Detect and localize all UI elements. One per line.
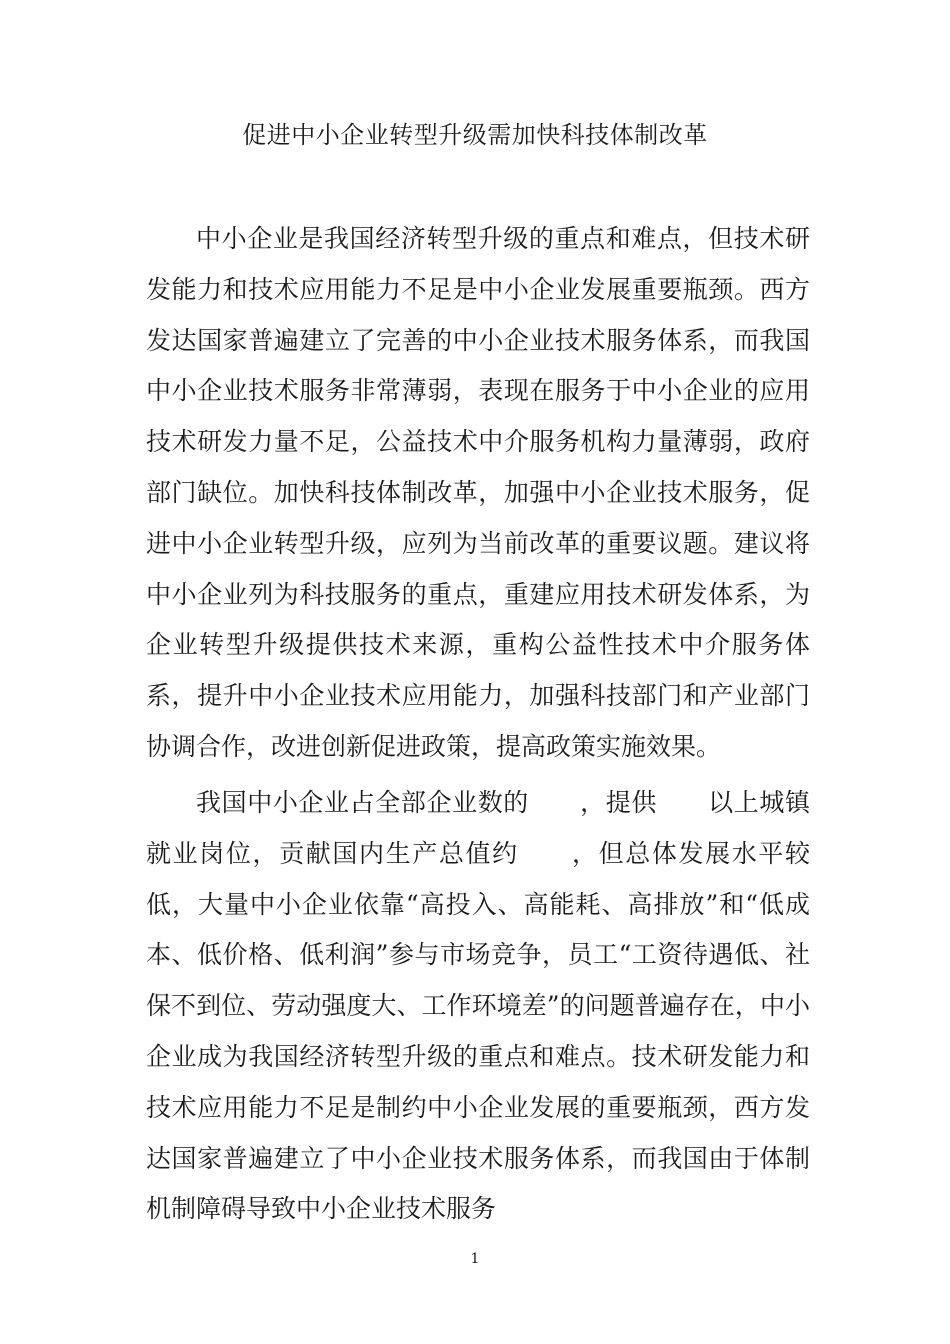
page-number: 1 xyxy=(470,1251,480,1267)
body-paragraph: 中小企业是我国经济转型升级的重点和难点，但技术研发能力和技术应用能力不足是中小企业发展重要瓶颈。西方发达国家普遍建立了完善的中小企业技术服务体系，而我国中小企业技术服务非常薄弱，表现在服务于中小企业的应用技术研发力量不足，公益技术中介服务机构力量薄弱，政府部门缺位。加快科技体制改革，加强中小企业技术服务，促进中小企业转型升级，应列为当前改革的重要议题。建议将中小企业列为科技服务的重点，重建应用技术研发体系，为企业转型升级提供技术来源，重构公益性技术中介服务体系，提升中小企业技术应用能力，加强科技部门和产业部门协调合作，改进创新促进政策，提高政策实施效果。 xyxy=(146,224,810,761)
document-title: 促进中小企业转型升级需加快科技体制改革 xyxy=(242,121,708,149)
body-paragraph: 我国中小企业占全部企业数的 ，提供 以上城镇就业岗位，贡献国内生产总值约 ，但总体发展水平较低，大量中小企业依靠“高投入、高能耗、高排放”和“低成本、低价格、低利润”参与市场竞争，员工“工资待遇低、社保不到位、劳动强度大、工作环境差”的问题普遍存在，中小企业成为我国经济转型升级的重点和难点。技术研发能力和技术应用能力不足是制约中小企业发展的重要瓶颈，西方发达国家普遍建立了中小企业技术服务体系，而我国由于体制机制障碍导致中小企业技术服务 xyxy=(146,788,810,1224)
